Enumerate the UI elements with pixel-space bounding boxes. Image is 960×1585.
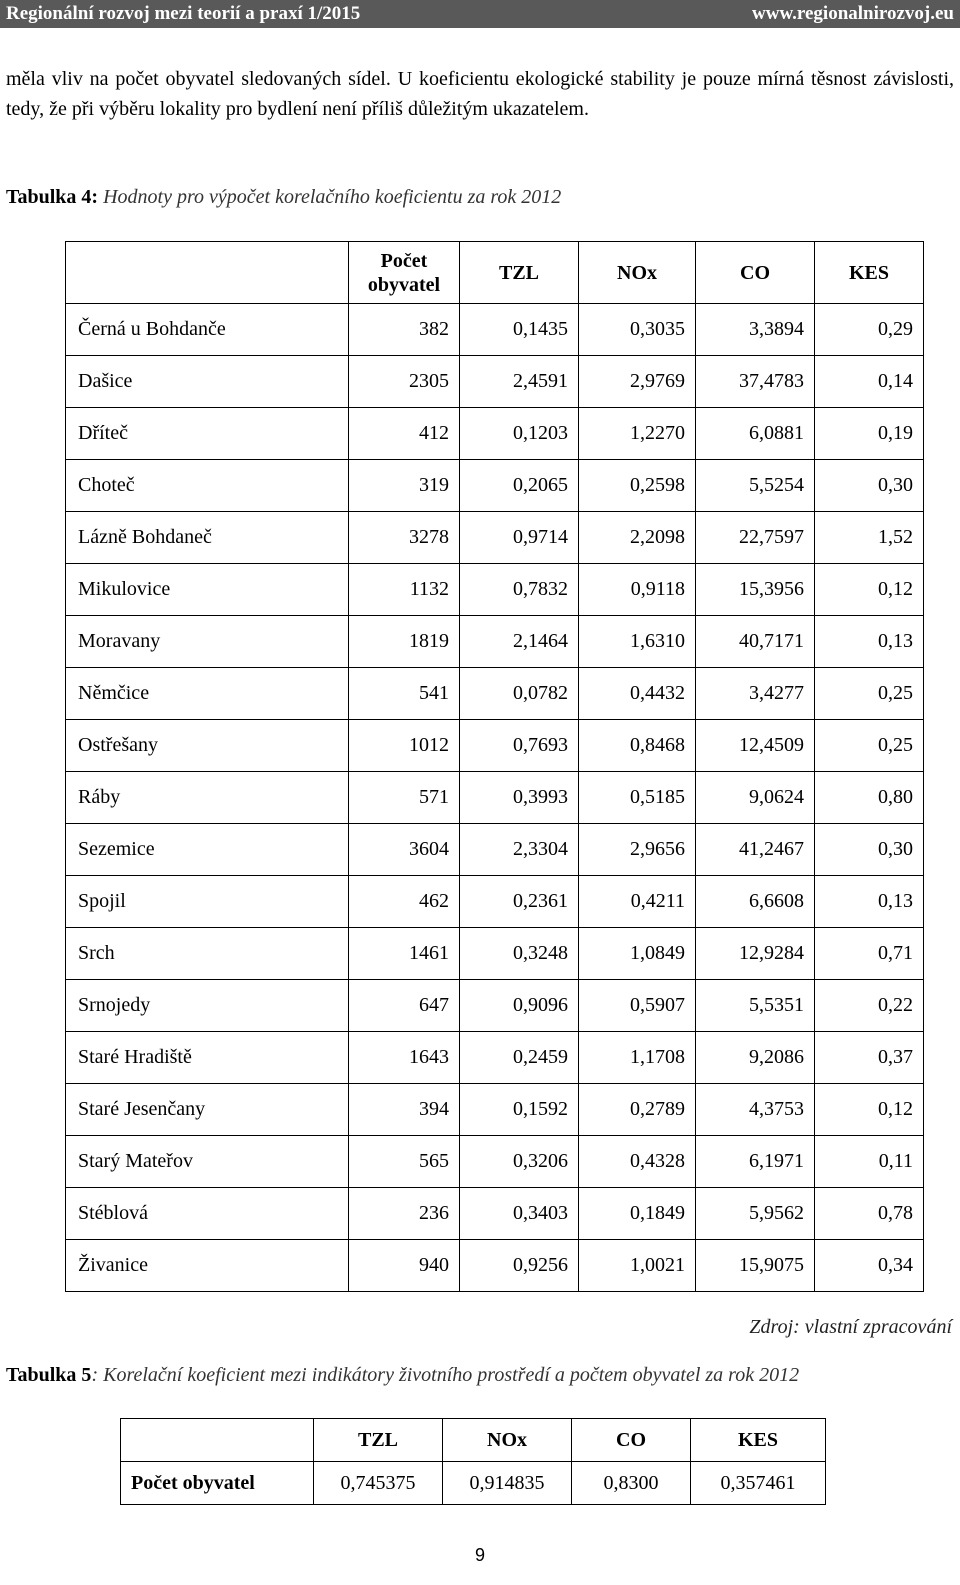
table4-cell: 0,7832	[460, 564, 579, 616]
table4-cell: 0,11	[815, 1136, 924, 1188]
table4-cell: 0,34	[815, 1240, 924, 1292]
table4-row-name: Mikulovice	[66, 564, 349, 616]
table4-row	[66, 1032, 924, 1084]
table4-cell: 0,19	[815, 408, 924, 460]
table4-title: Hodnoty pro výpočet korelačního koeficientu za rok 2012	[103, 186, 562, 208]
table4-cell: 0,2459	[460, 1032, 579, 1084]
table4-row	[66, 460, 924, 512]
table4-cell: 5,9562	[696, 1188, 815, 1240]
table4-cell: 40,7171	[696, 616, 815, 668]
table5-cell: 0,8300	[572, 1462, 691, 1505]
table4-cell: 0,12	[815, 564, 924, 616]
table4-cell: 1,0849	[579, 928, 696, 980]
table4-cell: 647	[349, 980, 460, 1032]
table4-cell: 0,3248	[460, 928, 579, 980]
table4-row-name: Dašice	[66, 356, 349, 408]
table4-cell: 0,13	[815, 876, 924, 928]
table4-cell: 0,25	[815, 668, 924, 720]
table4-row	[66, 1136, 924, 1188]
table4-cell: 1,52	[815, 512, 924, 564]
page-number: 9	[474, 1545, 485, 1565]
table4-cell: 12,9284	[696, 928, 815, 980]
table4-cell: 1132	[349, 564, 460, 616]
table4-cell: 565	[349, 1136, 460, 1188]
table4-header-cell: NOx	[579, 242, 696, 304]
table4-cell: 0,3035	[579, 304, 696, 356]
table4-header-cell: TZL	[460, 242, 579, 304]
table4-cell: 22,7597	[696, 512, 815, 564]
table4-cell: 0,9096	[460, 980, 579, 1032]
table4-row	[66, 1188, 924, 1240]
table5-cell: 0,745375	[314, 1462, 443, 1505]
table4-cell: 15,9075	[696, 1240, 815, 1292]
table4-cell: 0,12	[815, 1084, 924, 1136]
table4-body	[66, 304, 924, 1292]
table4-cell: 0,13	[815, 616, 924, 668]
table4-cell: 940	[349, 1240, 460, 1292]
table4-cell: 2,1464	[460, 616, 579, 668]
table4-row-name: Ostřešany	[66, 720, 349, 772]
table4	[65, 241, 924, 1292]
journal-title: Regionální rozvoj mezi teorií a praxí 1/2015	[6, 3, 361, 24]
table4-row-name: Živanice	[66, 1240, 349, 1292]
table4-cell: 236	[349, 1188, 460, 1240]
table4-cell: 0,4211	[579, 876, 696, 928]
table4-cell: 0,1849	[579, 1188, 696, 1240]
table4-cell: 9,0624	[696, 772, 815, 824]
table4-row	[66, 824, 924, 876]
table4-header-cell: CO	[696, 242, 815, 304]
table4-row-name: Choteč	[66, 460, 349, 512]
table4-source: Zdroj: vlastní zpracování	[749, 1316, 952, 1338]
table4-cell: 6,0881	[696, 408, 815, 460]
table4-cell: 1,1708	[579, 1032, 696, 1084]
table4-cell: 0,5907	[579, 980, 696, 1032]
table4-cell: 0,2598	[579, 460, 696, 512]
table4-cell: 12,4509	[696, 720, 815, 772]
table4-row	[66, 720, 924, 772]
table4-cell: 0,2789	[579, 1084, 696, 1136]
table4-cell: 0,25	[815, 720, 924, 772]
table4-cell: 541	[349, 668, 460, 720]
table4-cell: 3604	[349, 824, 460, 876]
table4-row-name: Spojil	[66, 876, 349, 928]
table5	[120, 1418, 826, 1505]
table4-cell: 0,2361	[460, 876, 579, 928]
table4-row-name: Sezemice	[66, 824, 349, 876]
table4-cell: 3,3894	[696, 304, 815, 356]
table4-cell: 0,14	[815, 356, 924, 408]
table4-cell: 2,9656	[579, 824, 696, 876]
table5-header-cell: TZL	[314, 1419, 443, 1462]
table4-cell: 6,1971	[696, 1136, 815, 1188]
table5-row	[121, 1462, 826, 1505]
table4-cell: 0,4432	[579, 668, 696, 720]
table4-label: Tabulka 4:	[6, 186, 99, 208]
table5-header-row	[121, 1419, 826, 1462]
table4-cell: 1461	[349, 928, 460, 980]
table4-row	[66, 512, 924, 564]
intro-paragraph: měla vliv na počet obyvatel sledovaných sídel. U koeficientu ekologické stability je pouze mírná těsnost závislosti, tedy, že při výběru lokality pro bydlení není příliš důležitým ukazatelem.	[6, 68, 954, 120]
table4-cell: 0,2065	[460, 460, 579, 512]
table4-cell: 5,5351	[696, 980, 815, 1032]
table4-row-name: Lázně Bohdaneč	[66, 512, 349, 564]
table4-cell: 1,2270	[579, 408, 696, 460]
table4-row-name: Černá u Bohdanče	[66, 304, 349, 356]
table4-header-cell	[66, 242, 349, 304]
table4-cell: 5,5254	[696, 460, 815, 512]
table4-cell: 3,4277	[696, 668, 815, 720]
table4-row	[66, 408, 924, 460]
table4-cell: 382	[349, 304, 460, 356]
table4-cell: 2305	[349, 356, 460, 408]
table5-row-label: Počet obyvatel	[121, 1462, 314, 1505]
table4-cell: 37,4783	[696, 356, 815, 408]
table4-row-name: Staré Hradiště	[66, 1032, 349, 1084]
table4-header-cell: KES	[815, 242, 924, 304]
table4-row	[66, 668, 924, 720]
table4-row-name: Dříteč	[66, 408, 349, 460]
table4-row	[66, 564, 924, 616]
table5-label: Tabulka 5	[6, 1364, 92, 1386]
table4-cell: 0,5185	[579, 772, 696, 824]
table4-cell: 1012	[349, 720, 460, 772]
table4-cell: 0,1203	[460, 408, 579, 460]
journal-url: www.regionalnirozvoj.eu	[752, 3, 954, 24]
table5-caption	[6, 1364, 799, 1387]
table4-cell: 15,3956	[696, 564, 815, 616]
table4-header-row	[66, 242, 924, 304]
table5-header-cell: CO	[572, 1419, 691, 1462]
table4-row	[66, 772, 924, 824]
table4-cell: 462	[349, 876, 460, 928]
table4-cell: 0,4328	[579, 1136, 696, 1188]
table5-cell: 0,357461	[691, 1462, 826, 1505]
table4-row-name: Staré Jesenčany	[66, 1084, 349, 1136]
table4-row	[66, 1240, 924, 1292]
table4-cell: 0,3993	[460, 772, 579, 824]
table4-cell: 2,2098	[579, 512, 696, 564]
table5-cell: 0,914835	[443, 1462, 572, 1505]
table4-cell: 0,7693	[460, 720, 579, 772]
table4-row	[66, 1084, 924, 1136]
table4-cell: 3278	[349, 512, 460, 564]
table4-cell: 0,37	[815, 1032, 924, 1084]
table4-row	[66, 616, 924, 668]
table4-cell: 41,2467	[696, 824, 815, 876]
table4-cell: 2,9769	[579, 356, 696, 408]
table4-cell: 0,9118	[579, 564, 696, 616]
table4-cell: 0,3403	[460, 1188, 579, 1240]
table5-header-cell	[121, 1419, 314, 1462]
journal-header	[0, 0, 960, 28]
table4-cell: 6,6608	[696, 876, 815, 928]
table4-cell: 0,80	[815, 772, 924, 824]
table4-cell: 319	[349, 460, 460, 512]
table4-cell: 571	[349, 772, 460, 824]
table4-row	[66, 304, 924, 356]
table4-cell: 394	[349, 1084, 460, 1136]
table4-row	[66, 928, 924, 980]
table4-cell: 0,0782	[460, 668, 579, 720]
table4-cell: 0,22	[815, 980, 924, 1032]
table4-cell: 4,3753	[696, 1084, 815, 1136]
table4-cell: 0,9714	[460, 512, 579, 564]
table4-row-name: Srch	[66, 928, 349, 980]
table4-cell: 0,3206	[460, 1136, 579, 1188]
table4-row-name: Němčice	[66, 668, 349, 720]
table4-cell: 1,0021	[579, 1240, 696, 1292]
table4-cell: 1,6310	[579, 616, 696, 668]
table4-row-name: Srnojedy	[66, 980, 349, 1032]
table4-cell: 0,78	[815, 1188, 924, 1240]
table5-header-cell: KES	[691, 1419, 826, 1462]
table4-cell: 0,29	[815, 304, 924, 356]
table4-row	[66, 876, 924, 928]
table4-header-cell: Počet obyvatel	[349, 242, 460, 304]
table4-cell: 0,8468	[579, 720, 696, 772]
table4-cell: 412	[349, 408, 460, 460]
table4-row-name: Ráby	[66, 772, 349, 824]
table4-cell: 0,30	[815, 460, 924, 512]
table4-cell: 0,9256	[460, 1240, 579, 1292]
table4-row	[66, 980, 924, 1032]
table4-cell: 0,30	[815, 824, 924, 876]
table4-cell: 0,1592	[460, 1084, 579, 1136]
table4-row	[66, 356, 924, 408]
table4-cell: 2,3304	[460, 824, 579, 876]
table5-title: : Korelační koeficient mezi indikátory životního prostředí a počtem obyvatel za rok 2012	[91, 1364, 800, 1386]
table4-cell: 2,4591	[460, 356, 579, 408]
table5-header-cell: NOx	[443, 1419, 572, 1462]
table4-caption	[6, 186, 561, 209]
table4-cell: 1643	[349, 1032, 460, 1084]
table4-cell: 0,1435	[460, 304, 579, 356]
table4-cell: 0,71	[815, 928, 924, 980]
table4-cell: 1819	[349, 616, 460, 668]
table4-row-name: Moravany	[66, 616, 349, 668]
table4-row-name: Stéblová	[66, 1188, 349, 1240]
table4-cell: 9,2086	[696, 1032, 815, 1084]
table4-row-name: Starý Mateřov	[66, 1136, 349, 1188]
